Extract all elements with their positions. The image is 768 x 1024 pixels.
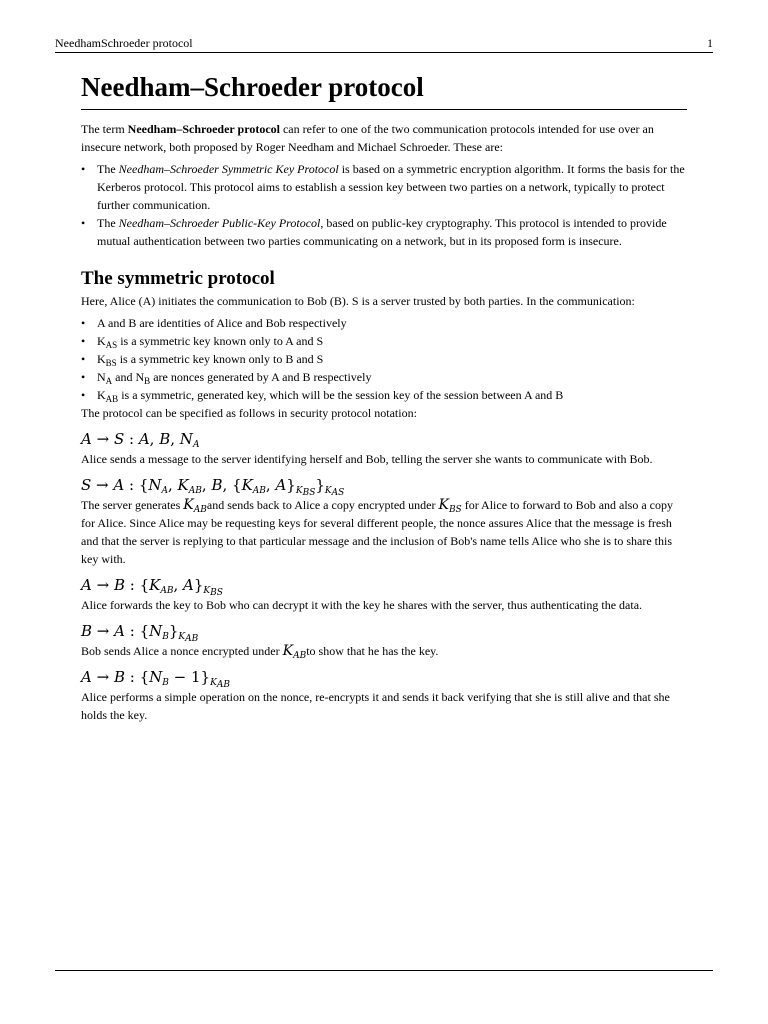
- intro-term: Needham–Schroeder protocol: [127, 122, 280, 136]
- header-rule: [55, 52, 713, 53]
- subscript: AS: [105, 340, 118, 350]
- symbol: K: [97, 388, 106, 402]
- step-text: The server generates: [81, 498, 184, 512]
- list-text: The: [97, 216, 119, 230]
- list-item: [81, 332, 687, 350]
- list-text: are nonces generated by A and B respectively: [150, 370, 372, 384]
- list-text: and N: [112, 370, 145, 384]
- list-item: [81, 386, 687, 404]
- step-text: for Alice to forward to Bob and also a copy for Alice. Since Alice may be requesting keys for several different people, the nonce assures Alice that the message is fresh and that the server is replying to that particular message and the inclusion of Bob's name tells Alice who she is to share this key with.: [81, 498, 673, 566]
- running-title: NeedhamSchroeder protocol: [55, 36, 193, 50]
- protocol-message-5: A → B : $\{N_B - 1\}_{K_{AB}}$: [81, 668, 230, 690]
- step-description: [81, 642, 687, 660]
- article-body: [81, 120, 687, 724]
- list-item: [81, 214, 687, 250]
- symbol: K: [97, 334, 106, 348]
- symbol: N: [97, 370, 106, 384]
- section-lead: Here, Alice (A) initiates the communication to Bob (B). S is a server trusted by both parties. In the communication:: [81, 294, 635, 308]
- intro-text-2: can refer to one of the two communication protocols intended for use over an insecure network, both proposed by Roger Needham and Michael Schroeder. These are:: [81, 122, 654, 154]
- step-text: to show that he has the key.: [306, 644, 439, 658]
- intro-paragraph: [81, 120, 687, 156]
- math-k-bs: $K_{BS}$: [438, 497, 462, 515]
- list-text: is a symmetric key known only to B and S: [116, 352, 324, 366]
- list-item: [81, 350, 687, 368]
- list-item: • A and B are identities of Alice and Bob respectively: [81, 314, 687, 332]
- list-text: is a symmetric, generated key, which will be the session key of the session between A and B: [118, 388, 564, 402]
- list-text: is based on a symmetric encryption algorithm. It forms the basis for the Kerberos protocol. This protocol aims to establish a session key between two parties on a network, typically to protect further communication.: [97, 162, 685, 212]
- protocol-message-4: B → A : $\{N_B\}_{K_{AB}}$: [81, 622, 199, 644]
- step-description: Alice sends a message to the server identifying herself and Bob, telling the server she wants to communicate with Bob.: [81, 452, 653, 466]
- symmetric-key-protocol-link[interactable]: [119, 162, 339, 176]
- subscript: AB: [105, 394, 119, 404]
- footer-rule: [55, 970, 713, 971]
- title-rule: [81, 109, 687, 110]
- list-text: The: [97, 162, 119, 176]
- definitions-list: [81, 314, 687, 404]
- list-item: [81, 368, 687, 386]
- step-text: and sends back to Alice a copy encrypted under: [206, 498, 439, 512]
- list-italic: Needham–Schroeder Public-Key Protocol: [118, 216, 321, 230]
- protocol-list: [81, 160, 687, 250]
- list-text: , based on public-key cryptography. This protocol is intended to provide mutual authentication between two parties communicating on a network, but in its proposed form is insecure.: [97, 216, 667, 248]
- math-k-ab: $K_{AB}$: [183, 497, 207, 515]
- page-title: Needham–Schroeder protocol: [81, 72, 424, 102]
- math-k-ab: $K_{AB}$: [282, 643, 307, 661]
- protocol-message-3: A → B : {$K_{AB}$, $A\}_{K_{BS}}$: [81, 576, 223, 598]
- list-text: is a symmetric key known only to A and S: [117, 334, 324, 348]
- protocol-message-2: S → A : {$N_A$, $K_{AB}$, B, {$K_{AB}$, $A\}_{K_{BS}}\}_{K_{AS}}$: [81, 476, 345, 498]
- protocol-message-1: A → S : A, B, $N_A$: [81, 430, 200, 450]
- step-description: Alice performs a simple operation on the nonce, re-encrypts it and sends it back verifying that she is still alive and that she holds the key.: [81, 690, 670, 722]
- subscript: B: [144, 376, 151, 386]
- step-description: Alice forwards the key to Bob who can decrypt it with the key he shares with the server, thus authenticating the data.: [81, 598, 643, 612]
- subscript: A: [105, 376, 113, 386]
- section-heading: The symmetric protocol: [81, 268, 275, 289]
- notation-lead: The protocol can be specified as follows in security protocol notation:: [81, 406, 417, 420]
- list-italic: Needham–Schroeder Symmetric Key Protocol: [118, 162, 339, 176]
- list-item: [81, 160, 687, 214]
- page-number: 1: [707, 36, 713, 50]
- intro-text-1: The term: [81, 122, 128, 136]
- symbol: K: [97, 352, 106, 366]
- running-header: [55, 36, 713, 51]
- subscript: BS: [105, 358, 117, 368]
- public-key-protocol-link[interactable]: [119, 216, 321, 230]
- step-text: Bob sends Alice a nonce encrypted under: [81, 644, 283, 658]
- step-description: [81, 496, 687, 568]
